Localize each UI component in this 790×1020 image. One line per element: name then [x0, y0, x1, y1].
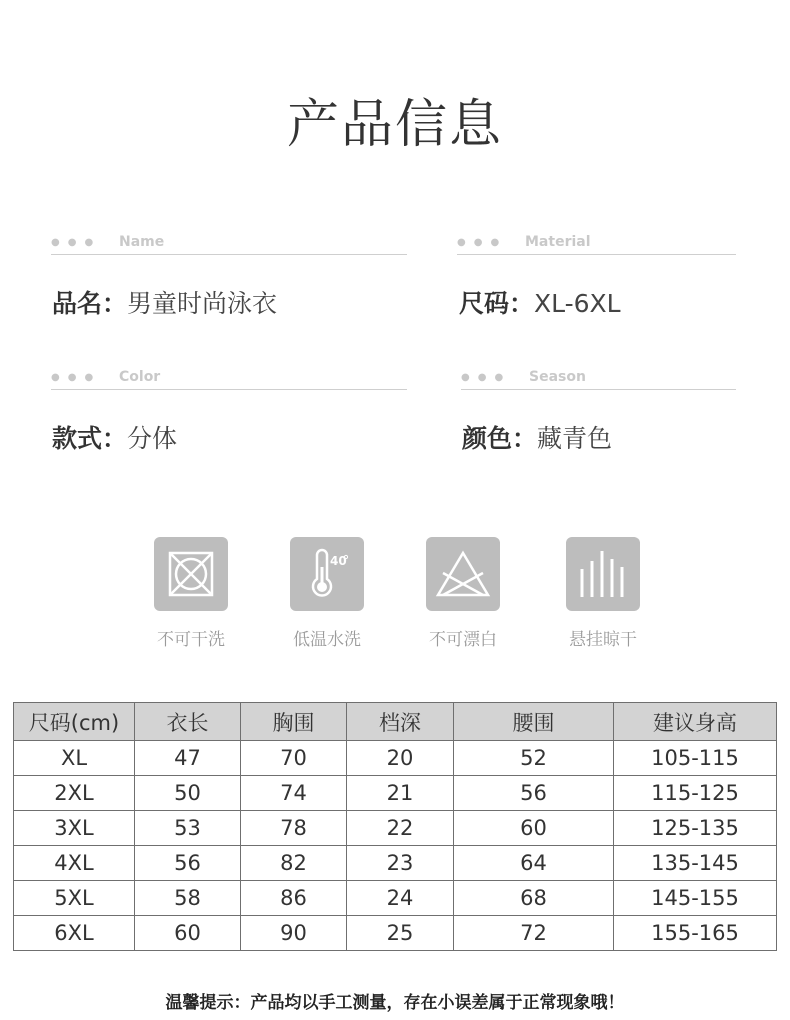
- table-row: [14, 916, 777, 951]
- temperature-text: 40: [330, 554, 347, 568]
- header-chest: 胸围: [241, 703, 347, 741]
- table-cell: 2XL: [14, 776, 135, 811]
- table-cell: 135-145: [614, 846, 777, 881]
- table-cell: 56: [454, 776, 614, 811]
- care-label: 低温水洗: [293, 630, 361, 650]
- table-cell: 70: [241, 741, 347, 776]
- table-cell: 86: [241, 881, 347, 916]
- table-cell: XL: [14, 741, 135, 776]
- no-bleach-icon: [426, 537, 500, 611]
- table-cell: 4XL: [14, 846, 135, 881]
- table-cell: 64: [454, 846, 614, 881]
- style-field: [52, 419, 177, 455]
- table-cell: 145-155: [614, 881, 777, 916]
- table-cell: 58: [135, 881, 241, 916]
- color-key: 颜色：: [462, 424, 538, 453]
- table-header-row: [14, 703, 777, 741]
- table-row: [14, 741, 777, 776]
- table-cell: 3XL: [14, 811, 135, 846]
- season-head-label: Season: [529, 369, 586, 385]
- material-head-label: Material: [525, 234, 591, 250]
- table-cell: 72: [454, 916, 614, 951]
- table-cell: 6XL: [14, 916, 135, 951]
- hang-dry-icon: [566, 537, 640, 611]
- table-row: [14, 776, 777, 811]
- size-key: 尺码：: [459, 289, 535, 318]
- table-cell: 82: [241, 846, 347, 881]
- care-item-no-bleach: [418, 537, 508, 650]
- table-cell: 56: [135, 846, 241, 881]
- product-name-value: 男童时尚泳衣: [127, 289, 278, 318]
- product-name-key: 品名：: [52, 289, 128, 318]
- header-rise: 档深: [347, 703, 454, 741]
- table-row: [14, 881, 777, 916]
- low-temp-wash-icon: [290, 537, 364, 611]
- dots-decoration: ●●●: [461, 372, 512, 383]
- table-cell: 105-115: [614, 741, 777, 776]
- color-value: 藏青色: [537, 424, 613, 453]
- color-head-label: Color: [119, 369, 161, 385]
- header-size: 尺码(cm): [14, 703, 135, 741]
- color-field: [462, 419, 612, 455]
- table-cell: 50: [135, 776, 241, 811]
- dots-decoration: ●●●: [51, 372, 102, 383]
- style-key: 款式：: [52, 424, 128, 453]
- care-label: 悬挂晾干: [569, 630, 637, 650]
- care-item-no-dry-clean: [146, 537, 236, 650]
- size-table: [13, 702, 777, 951]
- style-value: 分体: [127, 424, 178, 453]
- table-cell: 90: [241, 916, 347, 951]
- header-waist: 腰围: [454, 703, 614, 741]
- table-row: [14, 811, 777, 846]
- color-section-head: [51, 369, 407, 390]
- table-cell: 60: [454, 811, 614, 846]
- table-cell: 23: [347, 846, 454, 881]
- dots-decoration: ●●●: [51, 237, 102, 248]
- measurement-note: 温馨提示：产品均以手工测量，存在小误差属于正常现象哦！: [165, 993, 625, 1013]
- table-cell: 22: [347, 811, 454, 846]
- no-dry-clean-icon: [154, 537, 228, 611]
- table-row: [14, 846, 777, 881]
- table-cell: 47: [135, 741, 241, 776]
- table-cell: 68: [454, 881, 614, 916]
- care-label: 不可漂白: [429, 630, 497, 650]
- table-cell: 74: [241, 776, 347, 811]
- care-label: 不可干洗: [157, 630, 225, 650]
- care-item-low-temp-wash: [282, 537, 372, 650]
- care-item-hang-dry: [558, 537, 648, 650]
- name-head-label: Name: [119, 234, 165, 250]
- page-title: 产品信息: [286, 95, 503, 155]
- table-cell: 25: [347, 916, 454, 951]
- size-value: XL-6XL: [534, 289, 621, 318]
- table-cell: 24: [347, 881, 454, 916]
- name-section-head: [51, 234, 407, 255]
- table-cell: 53: [135, 811, 241, 846]
- season-section-head: [461, 369, 736, 390]
- header-height: 建议身高: [614, 703, 777, 741]
- table-cell: 52: [454, 741, 614, 776]
- table-cell: 78: [241, 811, 347, 846]
- size-field: [459, 284, 621, 320]
- table-cell: 60: [135, 916, 241, 951]
- header-length: 衣长: [135, 703, 241, 741]
- table-cell: 115-125: [614, 776, 777, 811]
- table-cell: 5XL: [14, 881, 135, 916]
- dots-decoration: ●●●: [457, 237, 508, 248]
- table-cell: 155-165: [614, 916, 777, 951]
- material-section-head: [457, 234, 736, 255]
- table-cell: 20: [347, 741, 454, 776]
- table-cell: 125-135: [614, 811, 777, 846]
- product-name-field: [52, 284, 277, 320]
- table-cell: 21: [347, 776, 454, 811]
